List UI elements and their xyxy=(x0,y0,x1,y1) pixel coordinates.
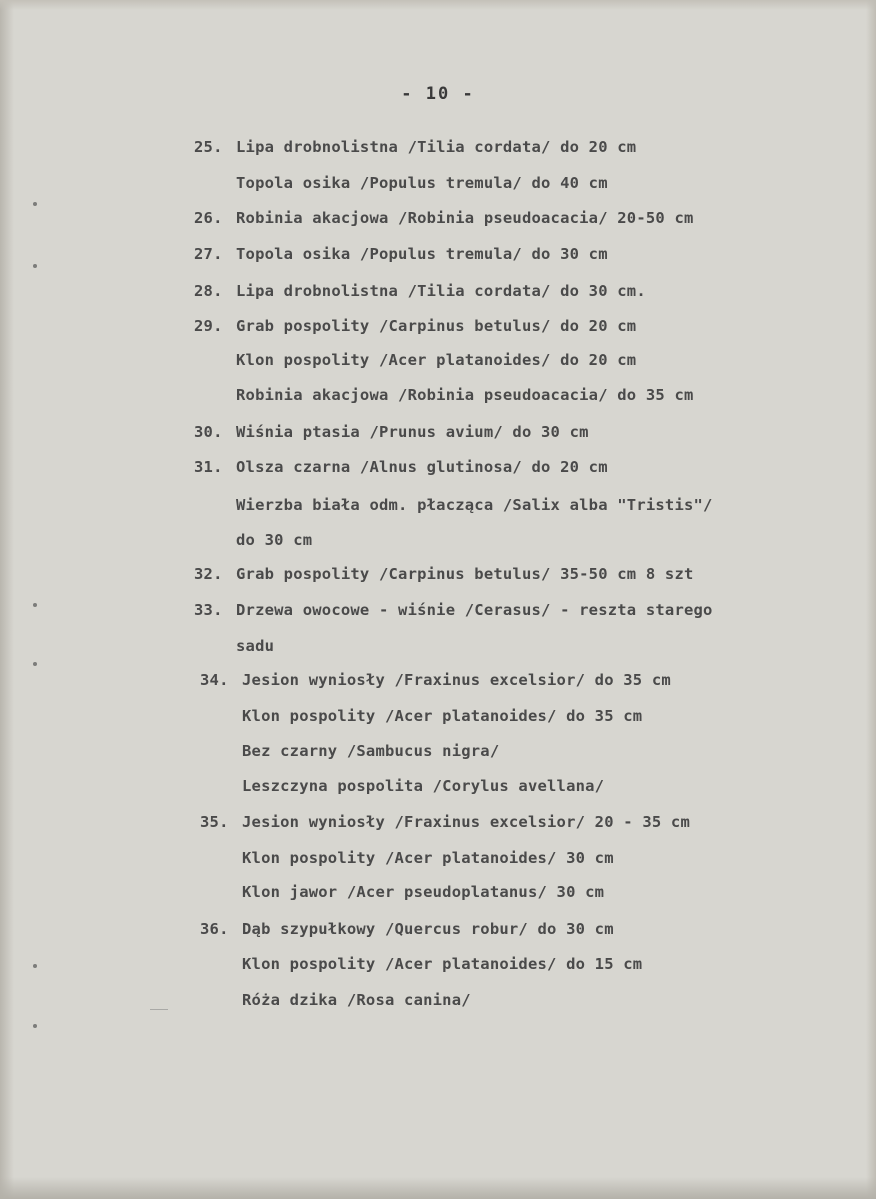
list-item-continuation xyxy=(242,988,471,1012)
list-item-continuation xyxy=(236,528,312,552)
item-text: Robinia akacjowa /Robinia pseudoacacia/ do 35 cm xyxy=(236,386,694,404)
list-item-25 xyxy=(194,135,636,159)
item-number: 35. xyxy=(200,813,229,831)
item-text: Lipa drobnolistna /Tilia cordata/ do 30 cm. xyxy=(236,282,646,300)
item-text: Klon pospolity /Acer platanoides/ do 15 cm xyxy=(242,955,643,973)
item-text: Robinia akacjowa /Robinia pseudoacacia/ 20-50 cm xyxy=(236,209,694,227)
list-item-continuation xyxy=(242,739,499,763)
list-item-continuation xyxy=(242,952,642,976)
list-item-27 xyxy=(194,242,608,266)
list-item-31 xyxy=(194,455,608,479)
list-item-28 xyxy=(194,279,646,303)
list-item-continuation xyxy=(236,348,636,372)
item-text: Topola osika /Populus tremula/ do 40 cm xyxy=(236,174,608,192)
list-item-30 xyxy=(194,420,589,444)
item-text: Jesion wyniosły /Fraxinus excelsior/ 20 - 35 cm xyxy=(242,813,690,831)
item-text: Olsza czarna /Alnus glutinosa/ do 20 cm xyxy=(236,458,608,476)
item-number: 26. xyxy=(194,209,223,227)
item-text: Lipa drobnolistna /Tilia cordata/ do 20 cm xyxy=(236,138,637,156)
list-item-continuation xyxy=(236,634,274,658)
punch-mark xyxy=(33,264,37,268)
list-item-continuation xyxy=(242,880,604,904)
paper-edge-bottom xyxy=(0,1177,876,1199)
item-number: 25. xyxy=(194,138,223,156)
item-text: Klon pospolity /Acer platanoides/ do 35 cm xyxy=(242,707,643,725)
punch-mark xyxy=(33,202,37,206)
item-text: Wiśnia ptasia /Prunus avium/ do 30 cm xyxy=(236,423,589,441)
list-item-29 xyxy=(194,314,636,338)
item-text: Topola osika /Populus tremula/ do 30 cm xyxy=(236,245,608,263)
item-number: 33. xyxy=(194,601,223,619)
item-text: sadu xyxy=(236,637,275,655)
punch-mark xyxy=(33,662,37,666)
list-item-continuation xyxy=(242,774,604,798)
paper-edge-left xyxy=(0,0,14,1199)
item-number: 28. xyxy=(194,282,223,300)
item-text: Klon jawor /Acer pseudoplatanus/ 30 cm xyxy=(242,883,605,901)
item-number: 32. xyxy=(194,565,223,583)
list-item-continuation xyxy=(236,493,713,517)
list-item-continuation xyxy=(242,846,614,870)
item-text: Drzewa owocowe - wiśnie /Cerasus/ - reszta starego xyxy=(236,601,713,619)
punch-mark xyxy=(33,603,37,607)
list-item-34 xyxy=(200,668,671,692)
item-text: Bez czarny /Sambucus nigra/ xyxy=(242,742,500,760)
list-item-33 xyxy=(194,598,713,622)
list-item-continuation xyxy=(236,171,608,195)
item-number: 34. xyxy=(200,671,229,689)
item-text: Grab pospolity /Carpinus betulus/ do 20 cm xyxy=(236,317,637,335)
item-text: Wierzba biała odm. płacząca /Salix alba "Tristis"/ xyxy=(236,496,713,514)
list-item-26 xyxy=(194,206,694,230)
list-item-35 xyxy=(200,810,690,834)
pencil-mark xyxy=(150,1009,168,1010)
item-number: 27. xyxy=(194,245,223,263)
list-item-continuation xyxy=(242,704,642,728)
item-number: 30. xyxy=(194,423,223,441)
punch-mark xyxy=(33,964,37,968)
item-text: Klon pospolity /Acer platanoides/ do 20 cm xyxy=(236,351,637,369)
list-item-36 xyxy=(200,917,614,941)
item-text: Leszczyna pospolita /Corylus avellana/ xyxy=(242,777,605,795)
item-text: Jesion wyniosły /Fraxinus excelsior/ do 35 cm xyxy=(242,671,671,689)
item-text: do 30 cm xyxy=(236,531,313,549)
item-text: Klon pospolity /Acer platanoides/ 30 cm xyxy=(242,849,614,867)
paper-edge-right xyxy=(866,0,876,1199)
item-text: Grab pospolity /Carpinus betulus/ 35-50 cm 8 szt xyxy=(236,565,694,583)
list-item-continuation xyxy=(236,383,694,407)
item-number: 29. xyxy=(194,317,223,335)
item-number: 31. xyxy=(194,458,223,476)
item-text: Dąb szypułkowy /Quercus robur/ do 30 cm xyxy=(242,920,614,938)
page-number: - 10 - xyxy=(401,84,475,104)
item-number: 36. xyxy=(200,920,229,938)
punch-mark xyxy=(33,1024,37,1028)
paper-edge-top xyxy=(0,0,876,10)
item-text: Róża dzika /Rosa canina/ xyxy=(242,991,471,1009)
list-item-32 xyxy=(194,562,694,586)
